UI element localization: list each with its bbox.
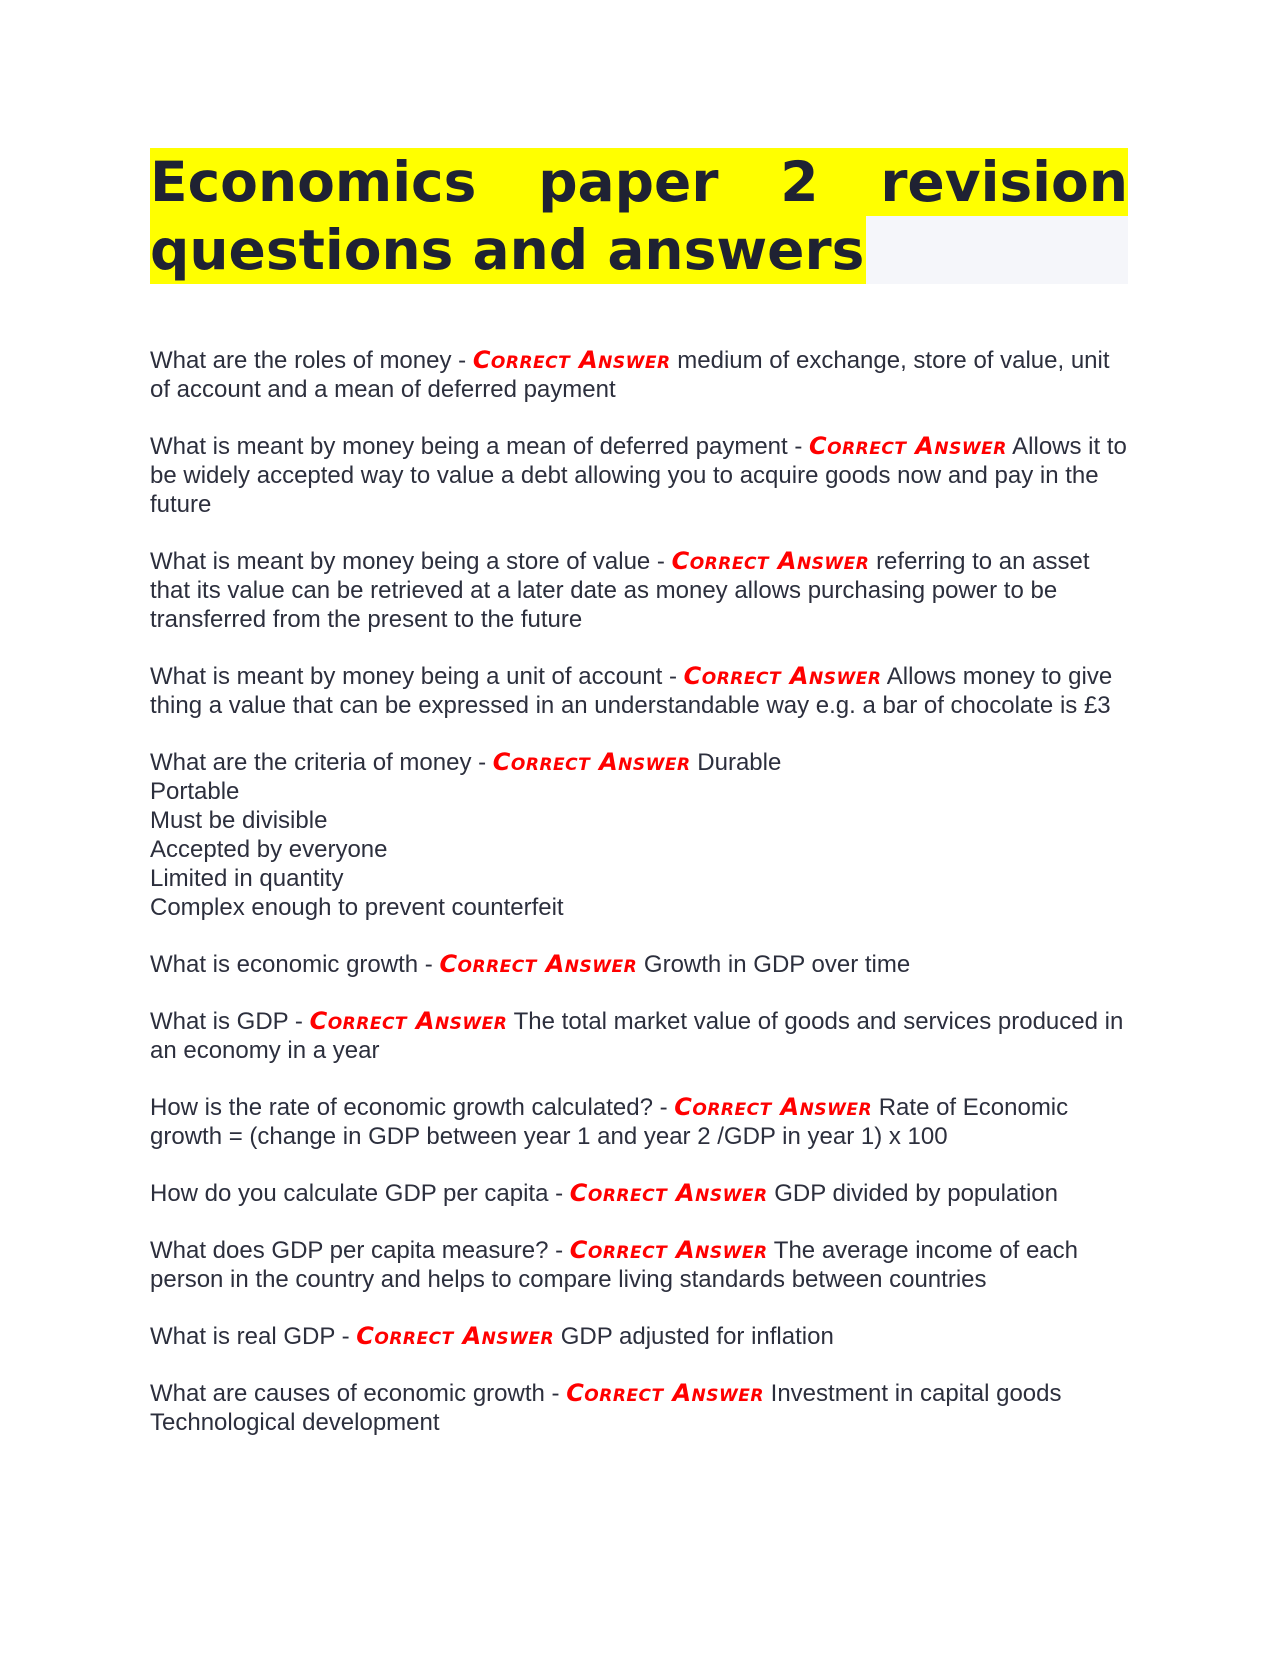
separator: - [451,347,473,374]
title-line-1 [150,148,1128,216]
answer-text: Allows money to give thing a value that can be expressed in an understandable way e.g. a bar of chocolate is £3 [150,663,1113,719]
separator: - [471,749,493,776]
question-text: What is GDP [150,1008,289,1035]
separator: - [544,1380,567,1407]
question-text: What are causes of economic growth [150,1380,545,1407]
separator: - [662,663,684,690]
correct-answer-label: Correct Answer [569,1236,768,1264]
separator: - [787,433,810,460]
correct-answer-label: Correct Answer [683,662,882,690]
qa-item [150,950,1128,979]
answer-text: GDP adjusted for inflation [560,1323,834,1350]
correct-answer-label: Correct Answer [309,1007,508,1035]
separator: - [548,1237,570,1264]
separator: - [334,1323,357,1350]
document-page [150,148,1128,1465]
question-text: What is real GDP [150,1323,335,1350]
question-text: What is meant by money being a unit of account [150,663,663,690]
correct-answer-label: Correct Answer [492,748,691,776]
separator: - [288,1008,310,1035]
qa-item [150,1322,1128,1351]
answer-text: referring to an asset that its value can be retrieved at a later date as money allows purchasing power to be transferred from the present to the future [150,548,1090,633]
qa-item [150,1379,1128,1437]
answer-text: Rate of Economic growth = (change in GDP between year 1 and year 2 /GDP in year 1) x 100 [150,1094,1069,1150]
separator: - [548,1180,570,1207]
title-line-2 [150,216,1128,284]
correct-answer-label: Correct Answer [809,432,1007,460]
title-word: paper [538,150,719,214]
answer-text: The total market value of goods and services produced in an economy in a year [150,1008,1124,1064]
question-text: What is meant by money being a store of value [150,548,651,575]
title-word: Economics [150,150,477,214]
separator: - [418,951,440,978]
correct-answer-label: Correct Answer [439,950,638,978]
separator: - [650,548,672,575]
answer-text: Growth in GDP over time [643,951,911,978]
question-text: What are the roles of money [150,347,452,374]
answer-text: Investment in capital goods Technological development [150,1380,1062,1436]
qa-item [150,1236,1128,1294]
question-text: What does GDP per capita measure? [150,1237,549,1264]
question-text: What are the criteria of money [150,749,472,776]
separator: - [652,1094,675,1121]
correct-answer-label: Correct Answer [472,346,671,374]
correct-answer-label: Correct Answer [356,1322,555,1350]
qa-item [150,662,1128,720]
correct-answer-label: Correct Answer [569,1179,768,1207]
question-text: How is the rate of economic growth calculated? [150,1094,653,1121]
title-word: revision [880,150,1128,214]
answer-text: Allows it to be widely accepted way to value a debt allowing you to acquire goods now and pay in the future [150,433,1127,518]
answer-text: Durable Portable Must be divisible Accepted by everyone Limited in quantity Complex enough to prevent counterfeit [150,749,782,921]
qa-item [150,1007,1128,1065]
correct-answer-label: Correct Answer [566,1379,764,1407]
answer-text: GDP divided by population [774,1180,1058,1207]
qa-item [150,1179,1128,1208]
qa-item [150,346,1128,404]
correct-answer-label: Correct Answer [674,1093,873,1121]
qa-list [150,346,1128,1437]
qa-item [150,1093,1128,1151]
question-text: What is meant by money being a mean of deferred payment [150,433,788,460]
document-title [150,148,1128,284]
qa-item [150,432,1128,519]
question-text: How do you calculate GDP per capita [150,1180,549,1207]
question-text: What is economic growth [150,951,419,978]
title-word: 2 [780,150,819,214]
qa-item [150,748,1128,922]
title-highlight: questions and answers [150,218,865,282]
qa-item [150,547,1128,634]
answer-text: medium of exchange, store of value, unit of account and a mean of deferred payment [150,347,1110,403]
answer-text: The average income of each person in the country and helps to compare living standards between countries [150,1237,1078,1293]
correct-answer-label: Correct Answer [671,547,870,575]
